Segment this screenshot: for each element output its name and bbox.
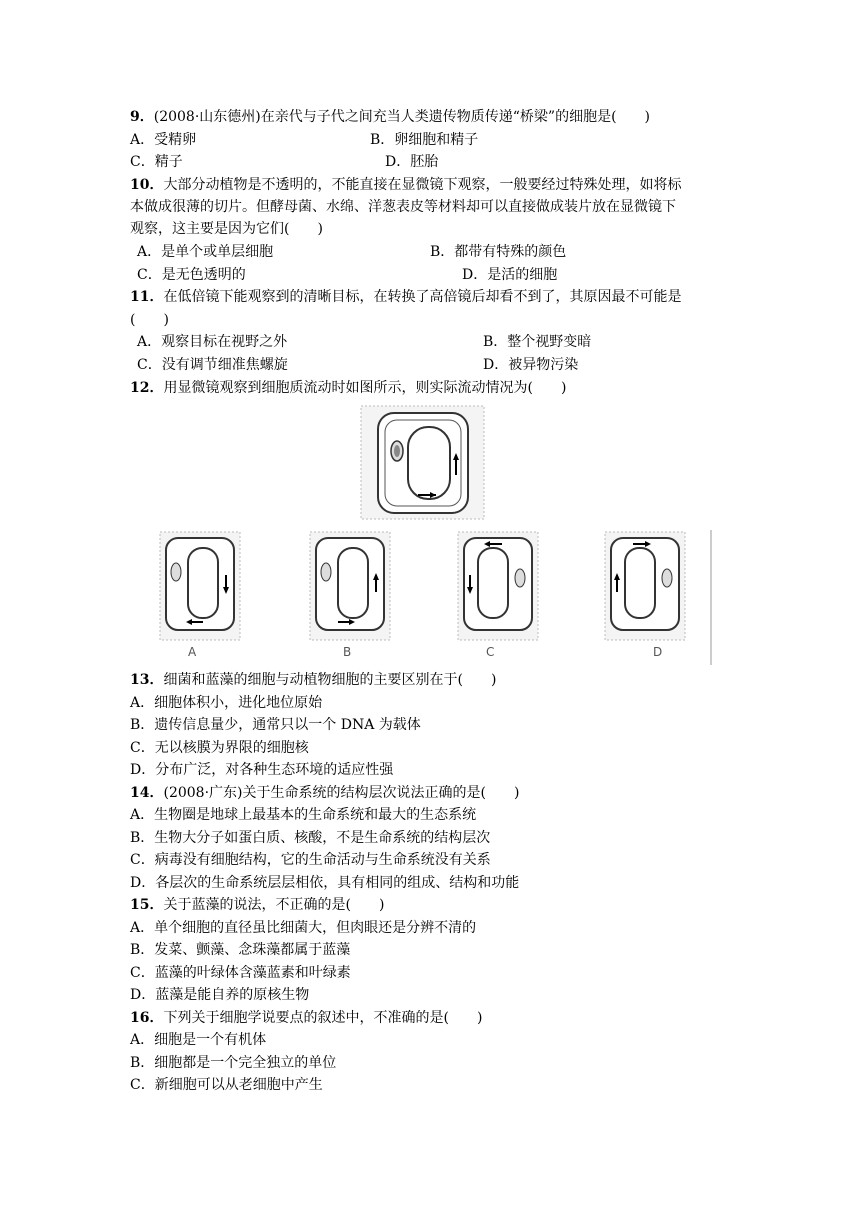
- option-a: A．受精卵: [130, 132, 197, 148]
- question-stem: 下列关于细胞学说要点的叙述中，不准确的是( ): [163, 1010, 483, 1026]
- question-number: 12．: [130, 380, 164, 396]
- question-number: 14．: [130, 785, 164, 801]
- option-c: C．精子: [130, 154, 183, 170]
- option-b: B．卵细胞和精子: [370, 132, 479, 148]
- cell-cytoplasm-figure-main: [360, 405, 485, 520]
- question-15: [130, 896, 384, 914]
- option-b: B．都带有特殊的颜色: [430, 244, 567, 260]
- question-number: 10．: [130, 177, 164, 193]
- cell-cytoplasm-figure-options: [158, 530, 713, 665]
- question-16: [130, 1009, 482, 1027]
- option-a: A．生物圈是地球上最基本的生命系统和最大的生态系统: [130, 807, 477, 823]
- question-12: [130, 379, 566, 397]
- option-c: C．是无色透明的: [137, 267, 246, 283]
- option-d: D．胚胎: [385, 154, 439, 170]
- figure-option-d: [605, 532, 685, 659]
- figure-label-a: A: [188, 645, 197, 659]
- question-number: 15．: [130, 897, 164, 913]
- question-stem: 在低倍镜下能观察到的清晰目标，在转换了高倍镜后却看不到了，其原因最不可能是: [163, 289, 682, 305]
- option-b: B．发菜、颤藻、念珠藻都属于蓝藻: [130, 942, 351, 958]
- figure-label-c: C: [486, 645, 495, 659]
- option-d: D．分布广泛，对各种生态环境的适应性强: [130, 762, 394, 778]
- figure-option-a: [160, 532, 240, 659]
- question-stem: 大部分动植物是不透明的，不能直接在显微镜下观察，一般要经过特殊处理，如将标: [163, 177, 682, 193]
- option-b: B．细胞都是一个完全独立的单位: [130, 1055, 337, 1071]
- question-13: [130, 671, 496, 689]
- option-a: A．细胞体积小，进化地位原始: [130, 695, 323, 711]
- option-a: A．观察目标在视野之外: [137, 334, 288, 350]
- figure-label-d: D: [653, 645, 663, 659]
- question-stem: 细菌和蓝藻的细胞与动植物细胞的主要区别在于( ): [163, 672, 497, 688]
- option-a: A．是单个或单层细胞: [137, 244, 274, 260]
- option-c: C．病毒没有细胞结构，它的生命活动与生命系统没有关系: [130, 852, 491, 868]
- option-c: C．蓝藻的叶绿体含藻蓝素和叶绿素: [130, 965, 351, 981]
- question-stem-line: 本做成很薄的切片。但酵母菌、水绵、洋葱表皮等材料却可以直接做成装片放在显微镜下: [130, 199, 676, 215]
- question-number: 9．: [130, 109, 154, 125]
- question-stem-line: ( ): [130, 312, 169, 328]
- option-c: C．无以核膜为界限的细胞核: [130, 740, 309, 756]
- question-stem: (2008·广东)关于生命系统的结构层次说法正确的是( ): [163, 785, 520, 801]
- option-b: B．生物大分子如蛋白质、核酸，不是生命系统的结构层次: [130, 830, 491, 846]
- question-number: 11．: [130, 289, 164, 305]
- question-number: 13．: [130, 672, 164, 688]
- figure-label-b: B: [343, 645, 352, 659]
- question-9: [130, 108, 650, 126]
- option-d: D．是活的细胞: [462, 267, 558, 283]
- question-stem: 关于蓝藻的说法，不正确的是( ): [163, 897, 385, 913]
- question-10: [130, 176, 681, 194]
- option-b: B．整个视野变暗: [483, 334, 592, 350]
- figure-option-c: [458, 532, 538, 659]
- option-d: D．蓝藻是能自养的原核生物: [130, 987, 310, 1003]
- option-d: D．被异物污染: [483, 357, 579, 373]
- figure-option-b: [310, 532, 390, 659]
- option-a: A．单个细胞的直径虽比细菌大，但肉眼还是分辨不清的: [130, 920, 477, 936]
- option-a: A．细胞是一个有机体: [130, 1032, 267, 1048]
- question-stem: (2008·山东德州)在亲代与子代之间充当人类遗传物质传递“桥梁”的细胞是( ): [153, 109, 650, 125]
- option-c: C．新细胞可以从老细胞中产生: [130, 1077, 323, 1093]
- option-d: D．各层次的生命系统层层相依，具有相同的组成、结构和功能: [130, 875, 520, 891]
- question-stem: 用显微镜观察到细胞质流动时如图所示，则实际流动情况为( ): [163, 380, 567, 396]
- question-14: [130, 784, 519, 802]
- option-b: B．遗传信息量少，通常只以一个 DNA 为载体: [130, 717, 421, 733]
- option-c: C．没有调节细准焦螺旋: [137, 357, 288, 373]
- question-number: 16．: [130, 1010, 164, 1026]
- question-stem-line: 观察，这主要是因为它们( ): [130, 221, 323, 237]
- question-11: [130, 288, 681, 306]
